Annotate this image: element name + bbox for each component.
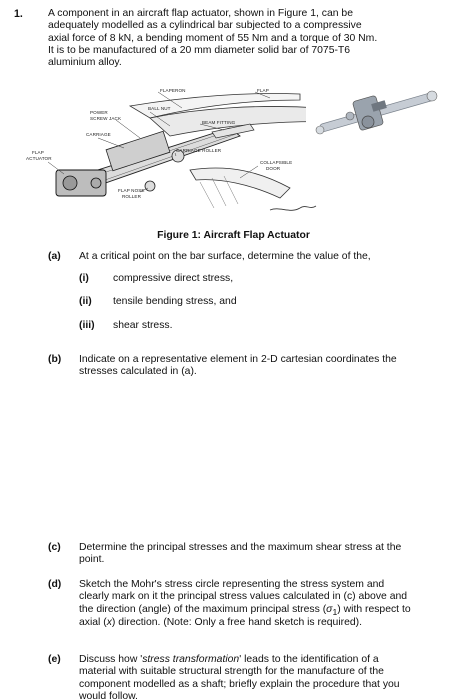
label-collapsible-door-line2: DOOR: [266, 166, 281, 171]
sigma-subscript: 1: [332, 606, 338, 617]
part-a-i-label: (i): [79, 273, 89, 284]
label-flaperon: FLAPERON: [160, 88, 186, 93]
part-e-label: (e): [48, 654, 61, 665]
flap-actuator-drawing: [0, 78, 467, 228]
label-carriage-roller: CARRIAGE ROLLER: [176, 148, 222, 153]
question-number: 1.: [14, 8, 23, 20]
label-power-screw-jack-line2: SCREW JACK: [90, 116, 122, 121]
part-b-text: Indicate on a representative element in 2-D cartesian coordinates the stresses calculated in (a).: [79, 354, 397, 378]
question-intro: A component in an aircraft flap actuator, shown in Figure 1, can be adequately modelled as a cylindrical bar subjected to a compressive axial force of 8 kN, a bending moment of 55 Nm and a torque of 30 Nm. It is to be manufactured of a 20 mm diameter solid bar of 7075-T6 aluminium alloy.: [48, 8, 378, 69]
part-c-text: Determine the principal stresses and the maximum shear stress at the point.: [79, 542, 402, 566]
label-flap-actuator-line2: ACTUATOR: [26, 156, 52, 161]
figure-caption: Figure 1: Aircraft Flap Actuator: [157, 230, 310, 241]
figure-aircraft-flap-actuator: [0, 78, 467, 228]
part-a-ii-label: (ii): [79, 296, 92, 307]
part-e-text: [79, 654, 414, 700]
part-a-label: (a): [48, 251, 61, 262]
part-e-emphasis: stress transformation: [142, 654, 240, 665]
actuator-photo: [306, 84, 456, 144]
part-e-text-2: ' leads to the identification of a material with suitable structural strength for the manufacture of the component modelled as a shaft; briefly explain the procedure that you would follow.: [79, 654, 400, 700]
label-collapsible-door-line1: COLLAPSIBLE: [260, 160, 293, 165]
sigma-symbol: σ: [326, 603, 333, 615]
part-a-ii-text: tensile bending stress, and: [113, 296, 237, 307]
part-e-text-1: Discuss how ': [79, 654, 143, 665]
label-flap-nose-roller-line2: ROLLER: [122, 194, 141, 199]
label-flap-nose-roller-line1: FLAP NOSE: [118, 188, 145, 193]
part-a-text: At a critical point on the bar surface, determine the value of the,: [79, 251, 371, 262]
label-ball-nut: BALL NUT: [148, 106, 171, 111]
label-flap-actuator-line1: FLAP: [32, 150, 44, 155]
label-power-screw-jack-line1: POWER: [90, 110, 108, 115]
part-d-text: [79, 579, 414, 629]
label-beam-fitting: BEAM FITTING: [202, 120, 236, 125]
part-a-i-text: compressive direct stress,: [113, 273, 234, 284]
part-c-label: (c): [48, 542, 61, 553]
part-d-text-1: Sketch the Mohr's stress circle representing the stress system and clearly mark on it the principal stress values calculated in (c) above and the direction (angle) of the maximum principal stress (: [79, 579, 408, 615]
part-d-text-3: ) direction. (Note: Only a free hand sketch is required).: [111, 616, 362, 628]
x-symbol: x: [106, 616, 112, 628]
label-flap: FLAP: [257, 88, 269, 93]
label-carriage: CARRIAGE: [86, 132, 111, 137]
part-a-iii-text: shear stress.: [113, 320, 173, 331]
part-a-iii-label: (iii): [79, 320, 95, 331]
part-d-text-2: ) with respect to axial (: [79, 603, 411, 628]
part-b-label: (b): [48, 354, 62, 365]
part-d-label: (d): [48, 579, 62, 590]
